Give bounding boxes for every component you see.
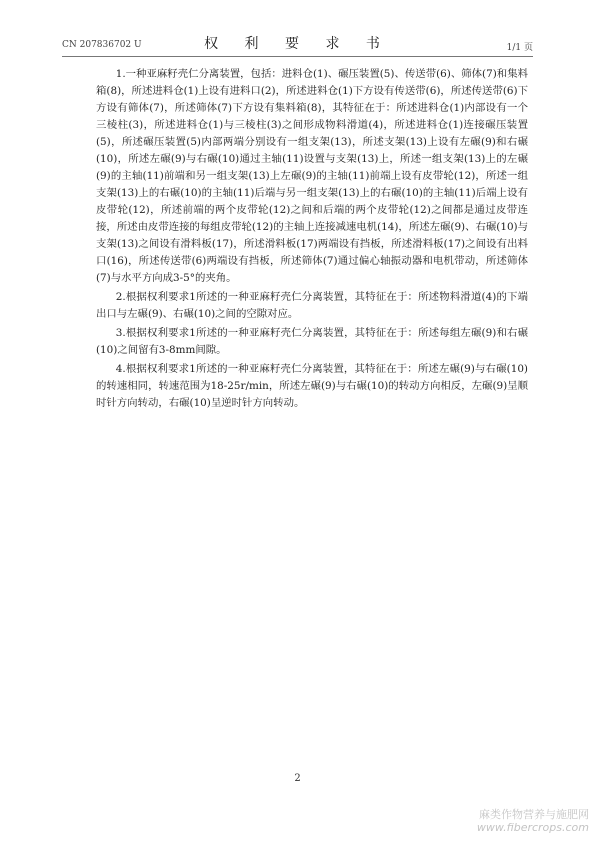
header-rule (62, 56, 533, 57)
watermark (477, 808, 589, 834)
page-header (62, 30, 533, 56)
claim-1: 1.一种亚麻籽壳仁分离装置，包括：进料仓(1)、碾压装置(5)、传送带(6)、筛体(7)和集料箱(8)，所述进料仓(1)上设有进料口(2)，所述进料仓(1)下方设有传送带(6)，所述传送带(6)下方设有筛体(7)，所述筛体(7)下方设有集料箱(8)，其特征在于：所述进料仓(1)内部设有一个三棱柱(3)，所述进料仓(1)与三棱柱(3)之间形成物料滑道(4)，所述进料仓(1)连接碾压装置(5)，所述碾压装置(5)内部两端分别设有一组支架(13)，所述支架(13)上设有左碾(9)和右碾(10)，所述左碾(9)与右碾(10)通过主轴(11)设置与支架(13)上，所述一组支架(13)上的左碾(9)的主轴(11)前端和另一组支架(13)上左碾(9)的主轴(11)前端上设有皮带轮(12)，所述一组支架(13)上的右碾(10)的主轴(11)后端与另一组支架(13)上的右碾(10)的主轴(11)后端上设有皮带轮(12)，所述前端的两个皮带轮(12)之间和后端的两个皮带轮(12)之间都是通过皮带连接，所述由皮带连接的每组皮带轮(12)的主轴上连接减速电机(14)，所述左碾(9)、右碾(10)与支架(13)之间设有滑料板(17)，所述滑料板(17)两端设有挡板，所述滑料板(17)之间设有出料口(16)，所述传送带(6)两端设有挡板，所述筛体(7)通过偏心轴振动器和电机带动，所述筛体(7)与水平方向成3-5°的夹角。 (96, 68, 528, 284)
watermark-text: 麻类作物营养与施肥网 (479, 808, 589, 821)
claim-4: 4.根据权利要求1所述的一种亚麻籽壳仁分离装置，其特征在于：所述左碾(9)与右碾(10)的转速相同，转速范围为18-25r/min，所述左碾(9)与右碾(10)的转动方向相反，左碾(9)呈顺时针方向转动，右碾(10)呈逆时针方向转动。 (96, 363, 528, 409)
claim-3: 3.根据权利要求1所述的一种亚麻籽壳仁分离装置，其特征在于：所述每组左碾(9)和右碾(10)之间留有3-8mm间隙。 (96, 327, 528, 356)
claims-body (96, 66, 528, 412)
page-number: 2 (294, 773, 301, 784)
document-title: 权 利 要 求 书 (204, 36, 391, 52)
watermark-url: www.fibercrops.com (476, 821, 589, 834)
publication-number: CN 207836702 U (62, 40, 142, 50)
page-count: 1/1 页 (506, 43, 533, 53)
claim-2: 2.根据权利要求1所述的一种亚麻籽壳仁分离装置，其特征在于：所述物料滑道(4)的下端出口与左碾(9)、右碾(10)之间的空隙对应。 (96, 291, 528, 320)
